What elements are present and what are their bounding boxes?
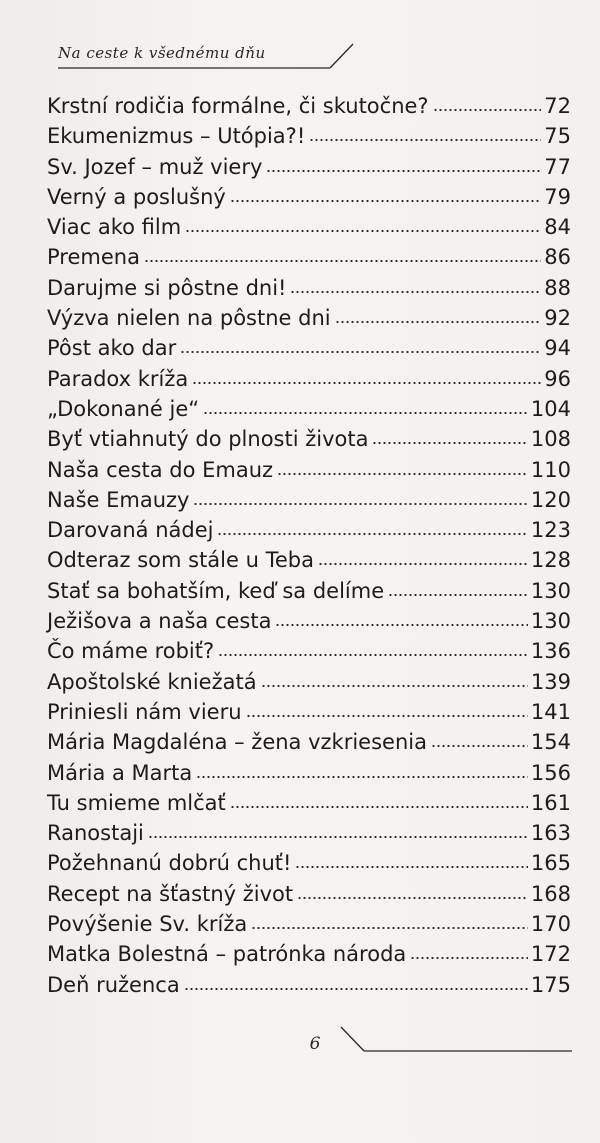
toc-entry-page-number: 84 — [544, 215, 571, 240]
toc-entry-page-number: 120 — [530, 487, 571, 512]
toc-entry — [47, 121, 571, 151]
toc-entry-page-number: 123 — [530, 518, 571, 543]
dot-leader — [148, 835, 528, 839]
toc-entry-page-number: 88 — [544, 275, 571, 300]
toc-entry-title: Ranostaji — [47, 821, 144, 846]
toc-entry — [47, 848, 571, 878]
dot-leader — [203, 411, 528, 415]
toc-entry — [47, 636, 571, 666]
toc-entry-title: Krstní rodičia formálne, či skutočne? — [47, 94, 429, 118]
toc-entry-title: Odteraz som stále u Teba — [47, 548, 314, 573]
toc-entry — [47, 818, 571, 848]
toc-entry-page-number: 139 — [530, 669, 571, 694]
toc-entry-title: Apoštolské kniežatá — [47, 669, 257, 694]
dot-leader — [297, 896, 528, 900]
toc-entry-title: Verný a poslušný — [47, 184, 226, 209]
dot-leader — [251, 926, 528, 930]
toc-entry-title: Matka Bolestná – patrónka národa — [47, 942, 407, 967]
toc-entry — [47, 606, 571, 636]
toc-entry — [47, 939, 571, 969]
dot-leader — [433, 108, 542, 112]
toc-entry-title: Výzva nielen na pôstne dni — [47, 306, 331, 331]
dot-leader — [277, 472, 528, 476]
dot-leader — [218, 653, 528, 657]
toc-entry-page-number: 75 — [544, 124, 571, 149]
toc-entry — [47, 182, 571, 212]
toc-entry-title: Čo máme robiť? — [47, 639, 215, 664]
toc-entry — [47, 909, 571, 939]
dot-leader — [144, 259, 541, 263]
toc-entry — [47, 515, 571, 545]
toc-entry — [47, 667, 571, 697]
running-title: Na ceste k všednému dňu — [58, 44, 266, 62]
toc-entry-title: Paradox kríža — [47, 366, 189, 391]
toc-entry — [47, 879, 571, 909]
toc-entry-title: Recept na šťastný život — [47, 881, 294, 906]
toc-entry-title: Ježišova a naša cesta — [47, 609, 272, 634]
dot-leader — [217, 532, 527, 536]
dot-leader — [196, 775, 528, 779]
page-number: 6 — [309, 1034, 321, 1054]
dot-leader — [388, 593, 528, 597]
dot-leader — [193, 502, 527, 506]
toc-entry-page-number: 156 — [530, 760, 571, 785]
toc-entry-title: Stať sa bohatším, keď sa delíme — [47, 578, 385, 603]
toc-entry-page-number: 86 — [544, 245, 571, 270]
toc-entry-page-number: 163 — [530, 821, 571, 846]
toc-entry-title: „Dokonané je“ — [47, 396, 200, 421]
toc-entry-page-number: 172 — [530, 942, 571, 967]
toc-entry-title: Priniesli nám vieru — [47, 699, 242, 724]
toc-entry-page-number: 170 — [530, 912, 571, 937]
toc-entry-page-number: 175 — [530, 972, 571, 997]
dot-leader — [318, 562, 528, 566]
toc-entry — [47, 303, 571, 333]
table-of-contents — [47, 91, 571, 1000]
toc-entry — [47, 576, 571, 606]
dot-leader — [431, 744, 528, 748]
toc-entry-page-number: 96 — [544, 366, 571, 391]
toc-entry-title: Viac ako film — [47, 215, 182, 240]
toc-entry — [47, 152, 571, 182]
dot-leader — [309, 138, 541, 142]
dot-leader — [184, 987, 528, 991]
toc-entry-page-number: 72 — [544, 94, 571, 118]
dot-leader — [335, 320, 542, 324]
toc-entry-title: Mária Magdaléna – žena vzkriesenia — [47, 730, 427, 755]
toc-entry-title: Deň ruženca — [47, 972, 180, 997]
toc-entry-title: Tu smieme mlčať — [47, 790, 226, 815]
dot-leader — [261, 684, 528, 688]
toc-entry — [47, 758, 571, 788]
toc-entry — [47, 727, 571, 757]
toc-entry — [47, 424, 571, 454]
toc-entry-page-number: 141 — [530, 699, 571, 724]
toc-entry-page-number: 94 — [544, 336, 571, 361]
toc-entry-title: Povýšenie Sv. kríža — [47, 912, 248, 937]
toc-entry-page-number: 136 — [530, 639, 571, 664]
toc-entry-page-number: 110 — [530, 457, 571, 482]
toc-entry-title: Požehnanú dobrú chuť! — [47, 851, 292, 876]
toc-entry-title: Darujme si pôstne dni! — [47, 275, 287, 300]
toc-entry — [47, 545, 571, 575]
toc-entry-page-number: 168 — [530, 881, 571, 906]
dot-leader — [180, 350, 541, 354]
toc-entry-title: Mária a Marta — [47, 760, 193, 785]
toc-entry-page-number: 104 — [530, 396, 571, 421]
dot-leader — [295, 865, 527, 869]
toc-entry-page-number: 165 — [530, 851, 571, 876]
toc-entry-title: Naša cesta do Emauz — [47, 457, 274, 482]
toc-entry-page-number: 130 — [530, 578, 571, 603]
toc-entry-title: Ekumenizmus – Utópia?! — [47, 124, 306, 149]
toc-entry-page-number: 108 — [530, 427, 571, 452]
toc-entry — [47, 970, 571, 1000]
toc-entry — [47, 485, 571, 515]
toc-entry — [47, 788, 571, 818]
dot-leader — [290, 290, 541, 294]
toc-entry-title: Pôst ako dar — [47, 336, 177, 361]
toc-entry-page-number: 92 — [544, 306, 571, 331]
toc-entry-title: Byť vtiahnutý do plnosti života — [47, 427, 369, 452]
dot-leader — [246, 714, 528, 718]
dot-leader — [410, 956, 528, 960]
toc-entry-page-number: 79 — [544, 184, 571, 209]
toc-entry-title: Naše Emauzy — [47, 487, 190, 512]
toc-entry-title: Sv. Jozef – muž viery — [47, 154, 263, 179]
toc-entry — [47, 273, 571, 303]
dot-leader — [230, 805, 528, 809]
toc-entry — [47, 364, 571, 394]
toc-entry-title: Darovaná nádej — [47, 518, 214, 543]
toc-entry — [47, 242, 571, 272]
toc-entry-page-number: 128 — [530, 548, 571, 573]
toc-entry — [47, 455, 571, 485]
toc-entry-page-number: 77 — [544, 154, 571, 179]
header-rule — [0, 0, 600, 80]
dot-leader — [230, 199, 541, 203]
toc-entry — [47, 333, 571, 363]
dot-leader — [192, 381, 541, 385]
toc-entry-page-number: 154 — [530, 730, 571, 755]
toc-entry — [47, 91, 571, 121]
dot-leader — [185, 229, 541, 233]
dot-leader — [275, 623, 527, 627]
toc-entry-page-number: 130 — [530, 609, 571, 634]
dot-leader — [266, 169, 541, 173]
toc-entry-page-number: 161 — [530, 790, 571, 815]
toc-entry — [47, 697, 571, 727]
dot-leader — [372, 441, 527, 445]
toc-entry-title: Premena — [47, 245, 140, 270]
toc-entry — [47, 212, 571, 242]
toc-entry — [47, 394, 571, 424]
